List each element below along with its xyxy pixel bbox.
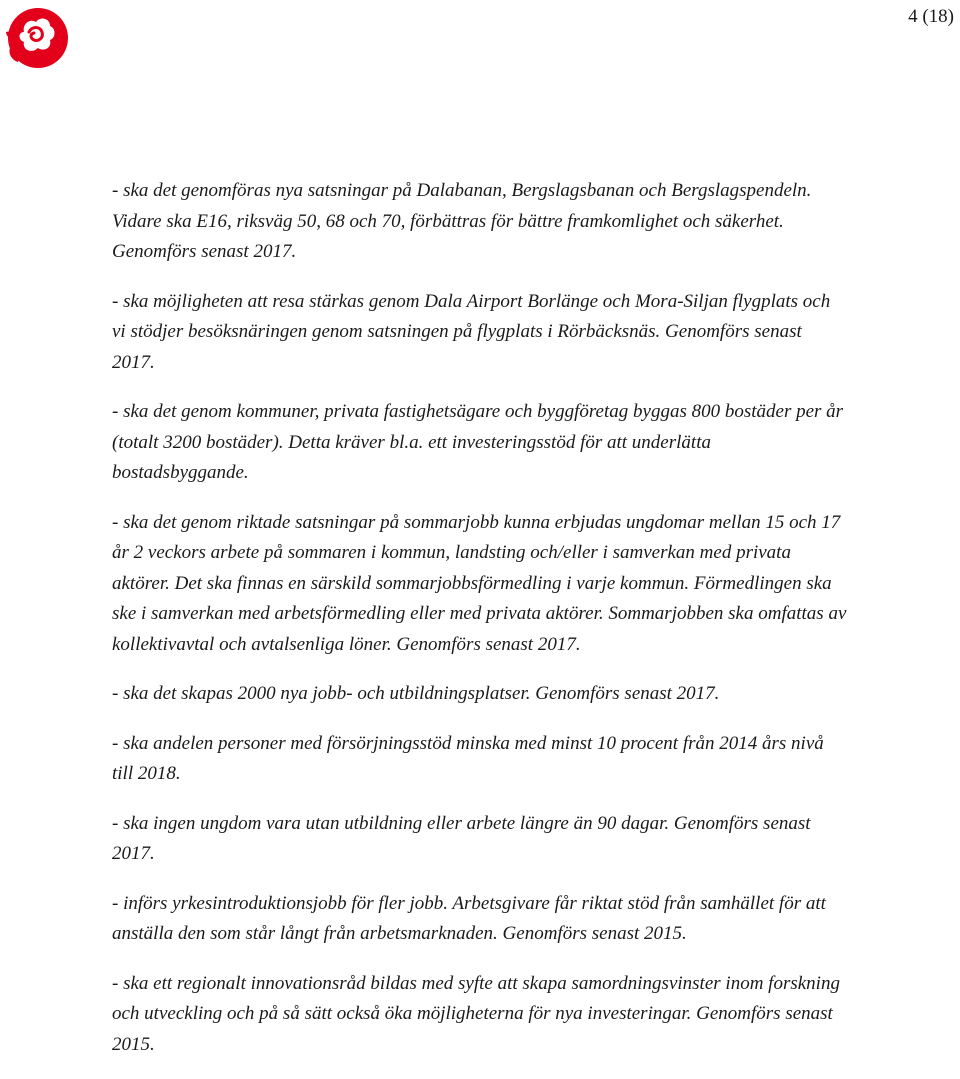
rose-logo-icon [2, 2, 72, 72]
paragraph-2: - ska möjligheten att resa stärkas genom Dala Airport Borlänge och Mora-Siljan flygplats och vi stödjer besöksnäringen genom satsningen på flygplats i Rörbäcksnäs. Genomförs senast 2017. [112, 290, 831, 373]
paragraph-5: - ska det skapas 2000 nya jobb- och utbildningsplatser. Genomförs senast 2017. [112, 683, 720, 704]
paragraph-8: - införs yrkesintroduktionsjobb för fler jobb. Arbetsgivare får riktat stöd från samhället för att anställa den som står långt från arbetsmarknaden. Genomförs senast 2015. [112, 892, 826, 944]
paragraph-9: - ska ett regionalt innovationsråd bildas med syfte att skapa samordningsvinster inom forskning och utveckling och på så sätt också öka möjligheterna för nya investeringar. Genomförs senast 2015. [112, 972, 840, 1055]
paragraph-6: - ska andelen personer med försörjningsstöd minska med minst 10 procent från 2014 års nivå till 2018. [112, 732, 824, 784]
body-text [112, 176, 848, 1079]
paragraph-1: - ska det genomföras nya satsningar på Dalabanan, Bergslagsbanan och Bergslagspendeln. Vidare ska E16, riksväg 50, 68 och 70, förbättras för bättre framkomlighet och säkerhet. Genomförs senast 2017. [112, 180, 812, 262]
paragraph-7: - ska ingen ungdom vara utan utbildning eller arbete längre än 90 dagar. Genomförs senast 2017. [112, 812, 811, 864]
page-number: 4 (18) [908, 6, 954, 27]
paragraph-3: - ska det genom kommuner, privata fastighetsägare och byggföretag byggas 800 bostäder per år (totalt 3200 bostäder). Detta kräver bl.a. ett investeringsstöd för att underlätta bostadsbyggande. [112, 401, 844, 483]
paragraph-4: - ska det genom riktade satsningar på sommarjobb kunna erbjudas ungdomar mellan 15 och 17 år 2 veckors arbete på sommaren i kommun, landsting och/eller i samverkan med privata aktörer. Det ska finnas en särskild sommarjobbsförmedling i varje kommun. Förmedlingen ska ske i samverkan med arbetsförmedling eller med privata aktörer. Sommarjobben ska omfattas av kollektivavtal och avtalsenliga löner. Genomförs senast 2017. [112, 511, 847, 655]
